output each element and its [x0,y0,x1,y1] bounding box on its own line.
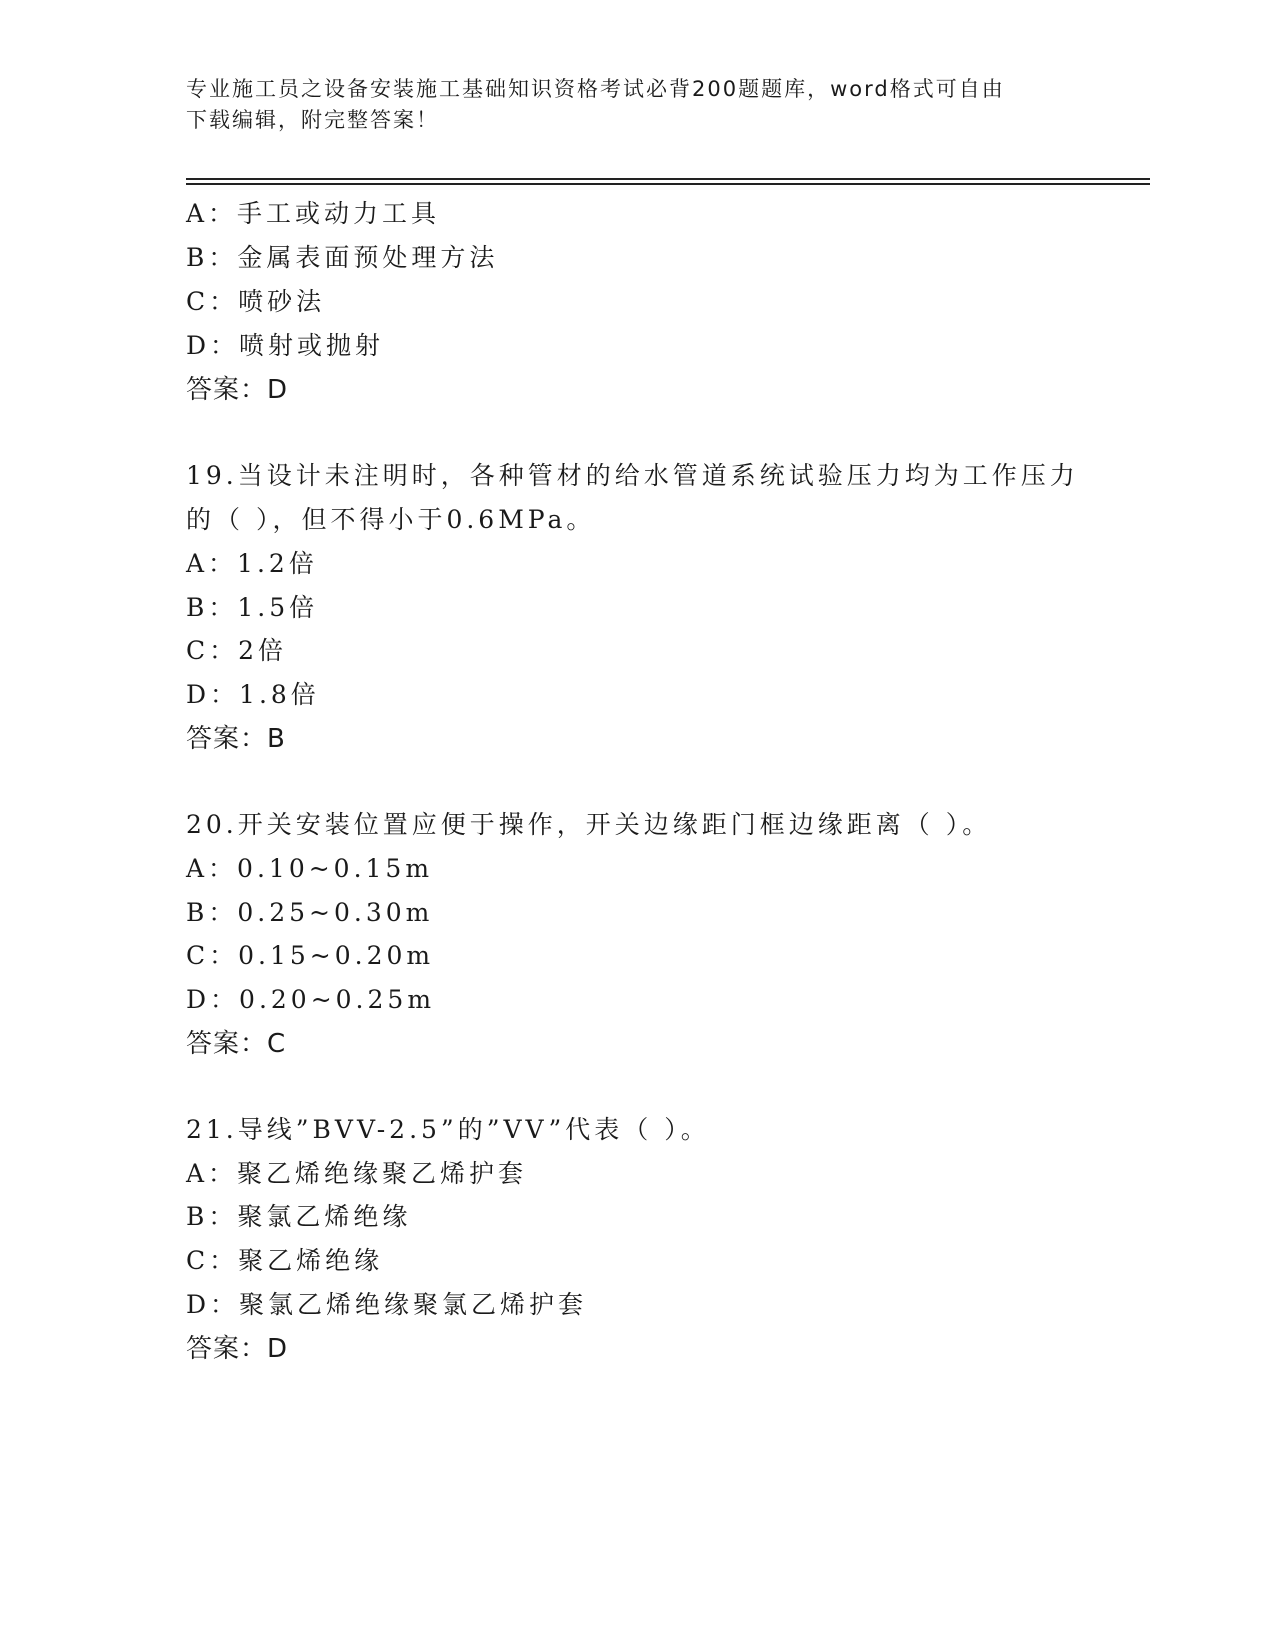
q19-option-b: B：1.5倍 [186,593,319,622]
q20-option-c: C：0.15~0.20m [186,941,435,970]
q20-stem-line-1: 20.开关安装位置应便于操作，开关边缘距门框边缘距离（ ）。 [186,810,992,839]
header-line-1: 专业施工员之设备安装施工基础知识资格考试必背200题题库，word格式可自由 [186,77,1005,101]
q19-option-a: A：1.2倍 [186,549,318,578]
header-divider-bottom [186,183,1150,185]
document-header [186,74,1066,136]
prev-option-b: B：金属表面预处理方法 [186,243,499,272]
q20-option-d: D：0.20~0.25m [186,985,436,1014]
q20-option-b: B：0.25~0.30m [186,898,434,927]
q19-answer: 答案：B [186,724,286,754]
q21-option-c: C：聚乙烯绝缘 [186,1246,384,1275]
prev-option-d: D：喷射或抛射 [186,331,385,360]
prev-option-c: C：喷砂法 [186,287,326,316]
q21-option-a: A：聚乙烯绝缘聚乙烯护套 [186,1159,528,1188]
q19-option-c: C：2倍 [186,636,288,665]
q21-answer: 答案：D [186,1334,289,1364]
q19-option-d: D：1.8倍 [186,680,320,709]
q19-stem-line-2: 的（ ），但不得小于0.6MPa。 [186,505,596,534]
q21-option-d: D：聚氯乙烯绝缘聚氯乙烯护套 [186,1290,588,1319]
header-line-2: 下载编辑，附完整答案！ [186,108,439,132]
prev-option-a: A：手工或动力工具 [186,199,441,228]
q21-option-b: B：聚氯乙烯绝缘 [186,1202,412,1231]
q21-stem-line-1: 21.导线”BVV-2.5”的”VV”代表（ ）。 [186,1115,710,1144]
q20-answer: 答案：C [186,1029,287,1059]
prev-answer: 答案：D [186,375,289,405]
q19-stem-line-1: 19.当设计未注明时，各种管材的给水管道系统试验压力均为工作压力 [186,461,1079,490]
q20-option-a: A：0.10~0.15m [186,854,434,883]
header-divider-top [186,178,1150,180]
